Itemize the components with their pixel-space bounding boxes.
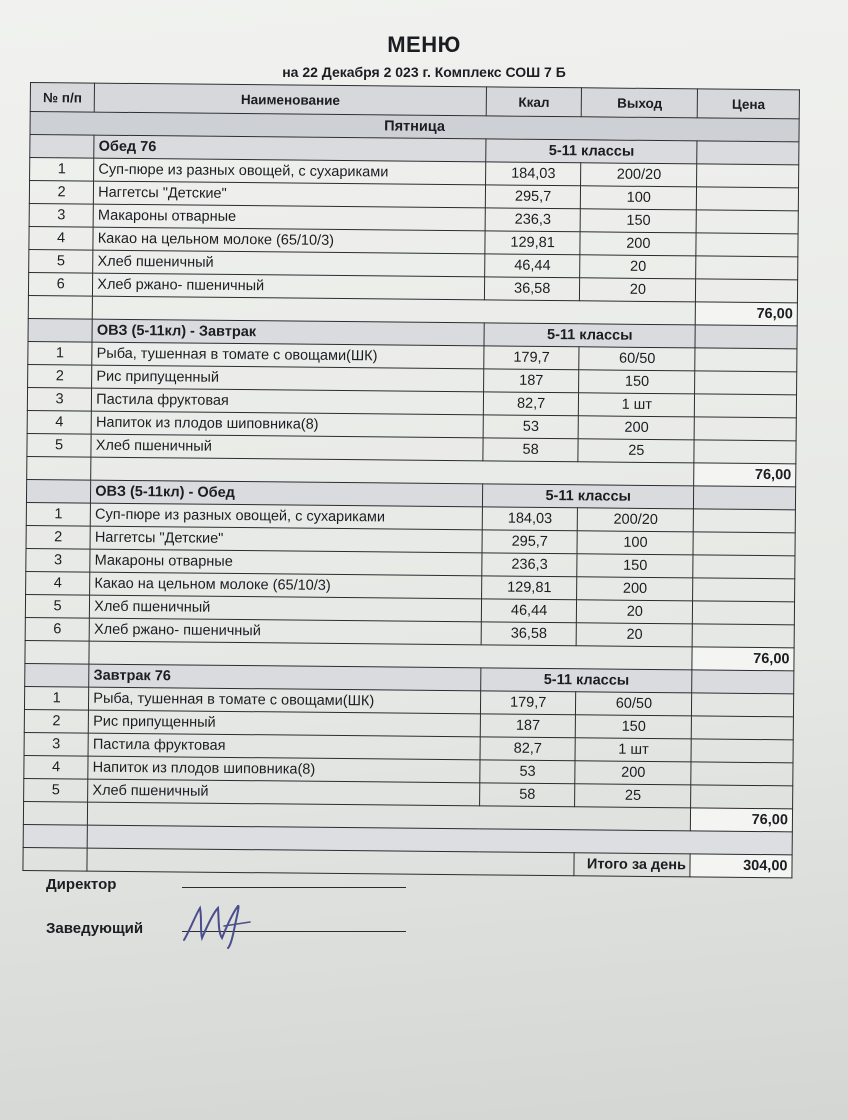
grand-total-label: Итого за день: [574, 853, 690, 877]
item-output: 200: [580, 232, 696, 256]
item-name: Напиток из плодов шиповника(8): [91, 411, 483, 438]
item-name: Хлеб ржано- пшеничный: [93, 273, 485, 300]
item-output: 1 шт: [575, 738, 691, 762]
item-kcal: 46,44: [481, 599, 577, 623]
item-number: 2: [28, 364, 92, 388]
manager-label: Заведующий: [46, 920, 144, 937]
item-kcal: 129,81: [485, 231, 581, 255]
item-output: 150: [579, 370, 695, 394]
item-name: Рис припущенный: [89, 710, 481, 737]
item-kcal: 179,7: [480, 691, 576, 715]
item-name: Макароны отварные: [90, 549, 482, 576]
item-output: 200: [578, 416, 694, 440]
item-kcal: 58: [480, 783, 576, 807]
item-price: [693, 601, 795, 625]
item-number: 3: [27, 387, 91, 411]
item-name: Рис припущенный: [92, 365, 484, 392]
section-total: 76,00: [696, 302, 798, 326]
item-output: 200/20: [578, 508, 694, 532]
item-number: 5: [24, 778, 88, 802]
item-output: 20: [576, 623, 692, 647]
item-kcal: 82,7: [480, 737, 576, 761]
item-price: [696, 256, 798, 280]
total-num-cell: [25, 640, 89, 664]
item-kcal: 129,81: [482, 576, 578, 600]
item-kcal: 179,7: [484, 346, 580, 370]
item-name: Макароны отварные: [93, 204, 485, 231]
menu-table: [22, 82, 800, 878]
item-name: Хлеб пшеничный: [91, 434, 483, 461]
item-output: 1 шт: [579, 393, 695, 417]
section-title: Завтрак 76: [89, 664, 481, 691]
item-price: [693, 624, 795, 648]
item-name: Напиток из плодов шиповника(8): [88, 756, 480, 783]
item-name: Хлеб пшеничный: [93, 250, 485, 277]
section-classes: 5-11 классы: [484, 323, 696, 348]
section-num-cell: [25, 663, 89, 687]
item-number: 5: [29, 249, 93, 273]
item-output: 25: [578, 439, 694, 463]
item-price: [694, 509, 796, 533]
item-price: [695, 348, 797, 372]
item-name: Какао на цельном молоке (65/10/3): [90, 572, 482, 599]
section-total: 76,00: [694, 463, 796, 487]
item-price: [693, 578, 795, 602]
section-total: 76,00: [691, 808, 793, 832]
item-kcal: 36,58: [481, 622, 577, 646]
item-number: 3: [29, 203, 93, 227]
day-label: Пятница: [30, 112, 799, 142]
item-price: [696, 279, 798, 303]
item-kcal: 236,3: [485, 208, 581, 232]
col-header-kcal: Ккал: [486, 87, 582, 117]
section-price-cell: [697, 141, 799, 165]
item-output: 20: [580, 255, 696, 279]
item-price: [696, 210, 798, 234]
item-output: 200: [575, 761, 691, 785]
spacer-cell: [23, 824, 87, 848]
item-number: 4: [24, 755, 88, 779]
item-name: Суп-пюре из разных овощей, с сухариками: [94, 158, 486, 185]
item-price: [692, 693, 794, 717]
item-number: 4: [29, 226, 93, 250]
item-output: 20: [577, 600, 693, 624]
section-total: 76,00: [692, 647, 794, 671]
col-header-num: № п/п: [30, 83, 95, 113]
grand-total-num-cell: [23, 847, 87, 871]
handwritten-signature: [178, 900, 258, 950]
item-output: 150: [580, 209, 696, 233]
page-subtitle: на 22 Декабря 2 023 г. Комплекс СОШ 7 Б: [282, 64, 566, 80]
item-name: Рыба, тушенная в томате с овощами(ШК): [89, 687, 481, 714]
item-kcal: 236,3: [482, 553, 578, 577]
item-output: 150: [577, 554, 693, 578]
item-number: 1: [30, 158, 94, 182]
item-kcal: 184,03: [486, 162, 582, 186]
item-price: [691, 762, 793, 786]
item-kcal: 46,44: [485, 254, 581, 278]
item-name: Хлеб ржано- пшеничный: [89, 618, 481, 645]
section-title: Обед 76: [94, 135, 486, 162]
item-output: 25: [575, 784, 691, 808]
item-kcal: 295,7: [485, 185, 581, 209]
section-price-cell: [695, 325, 797, 349]
item-name: Рыба, тушенная в томате с овощами(ШК): [92, 342, 484, 369]
col-header-price: Цена: [698, 89, 800, 119]
item-price: [695, 417, 797, 441]
item-kcal: 82,7: [483, 392, 579, 416]
item-price: [693, 555, 795, 579]
grand-total-value: 304,00: [690, 854, 792, 878]
item-name: Суп-пюре из разных овощей, с сухариками: [90, 503, 482, 530]
item-name: Наггетсы "Детские": [94, 181, 486, 208]
item-kcal: 187: [480, 714, 576, 738]
item-number: 3: [26, 548, 90, 572]
item-price: [696, 233, 798, 257]
item-number: 2: [26, 525, 90, 549]
section-price-cell: [694, 486, 796, 510]
section-classes: 5-11 классы: [481, 668, 693, 693]
section-num-cell: [28, 318, 92, 342]
item-kcal: 295,7: [482, 530, 578, 554]
item-output: 100: [577, 531, 693, 555]
item-number: 5: [27, 433, 91, 457]
item-output: 100: [581, 186, 697, 210]
item-number: 1: [24, 686, 88, 710]
item-number: 3: [24, 732, 88, 756]
item-name: Пастила фруктовая: [88, 733, 480, 760]
section-title: ОВЗ (5-11кл) - Обед: [91, 480, 483, 507]
item-kcal: 187: [484, 369, 580, 393]
item-kcal: 53: [480, 760, 576, 784]
item-price: [697, 187, 799, 211]
item-output: 200: [577, 577, 693, 601]
item-number: 4: [27, 410, 91, 434]
item-number: 6: [28, 272, 92, 296]
item-price: [695, 394, 797, 418]
section-num-cell: [26, 479, 90, 503]
section-num-cell: [30, 135, 94, 159]
item-price: [692, 716, 794, 740]
item-output: 60/50: [576, 692, 692, 716]
section-title: ОВЗ (5-11кл) - Завтрак: [92, 319, 484, 346]
item-name: Наггетсы "Детские": [90, 526, 482, 553]
item-price: [691, 785, 793, 809]
item-kcal: 36,58: [484, 277, 580, 301]
item-price: [694, 440, 796, 464]
total-num-cell: [27, 456, 91, 480]
item-price: [695, 371, 797, 395]
item-number: 2: [29, 181, 93, 205]
section-price-cell: [692, 670, 794, 694]
item-number: 4: [26, 571, 90, 595]
section-classes: 5-11 классы: [482, 484, 694, 509]
item-price: [693, 532, 795, 556]
total-num-cell: [23, 801, 87, 825]
item-price: [691, 739, 793, 763]
item-number: 6: [25, 617, 89, 641]
director-label: Директор: [46, 876, 117, 893]
item-price: [697, 164, 799, 188]
item-kcal: 184,03: [482, 507, 578, 531]
item-name: Какао на цельном молоке (65/10/3): [93, 227, 485, 254]
item-number: 2: [24, 709, 88, 733]
total-num-cell: [28, 295, 92, 319]
col-header-output: Выход: [582, 88, 698, 118]
item-name: Пастила фруктовая: [92, 388, 484, 415]
item-name: Хлеб пшеничный: [90, 595, 482, 622]
menu-body: [23, 112, 799, 878]
item-number: 1: [28, 341, 92, 365]
col-header-name: Наименование: [94, 83, 486, 116]
item-name: Хлеб пшеничный: [88, 779, 480, 806]
director-signature-line: [182, 886, 406, 888]
item-kcal: 53: [483, 415, 579, 439]
item-output: 20: [580, 278, 696, 302]
item-number: 5: [25, 594, 89, 618]
section-classes: 5-11 классы: [486, 139, 698, 164]
item-number: 1: [26, 502, 90, 526]
item-output: 200/20: [581, 163, 697, 187]
item-output: 150: [576, 715, 692, 739]
grand-total-spacer: [87, 848, 574, 876]
page-title: МЕНЮ: [387, 32, 461, 57]
item-output: 60/50: [579, 347, 695, 371]
item-kcal: 58: [483, 438, 579, 462]
